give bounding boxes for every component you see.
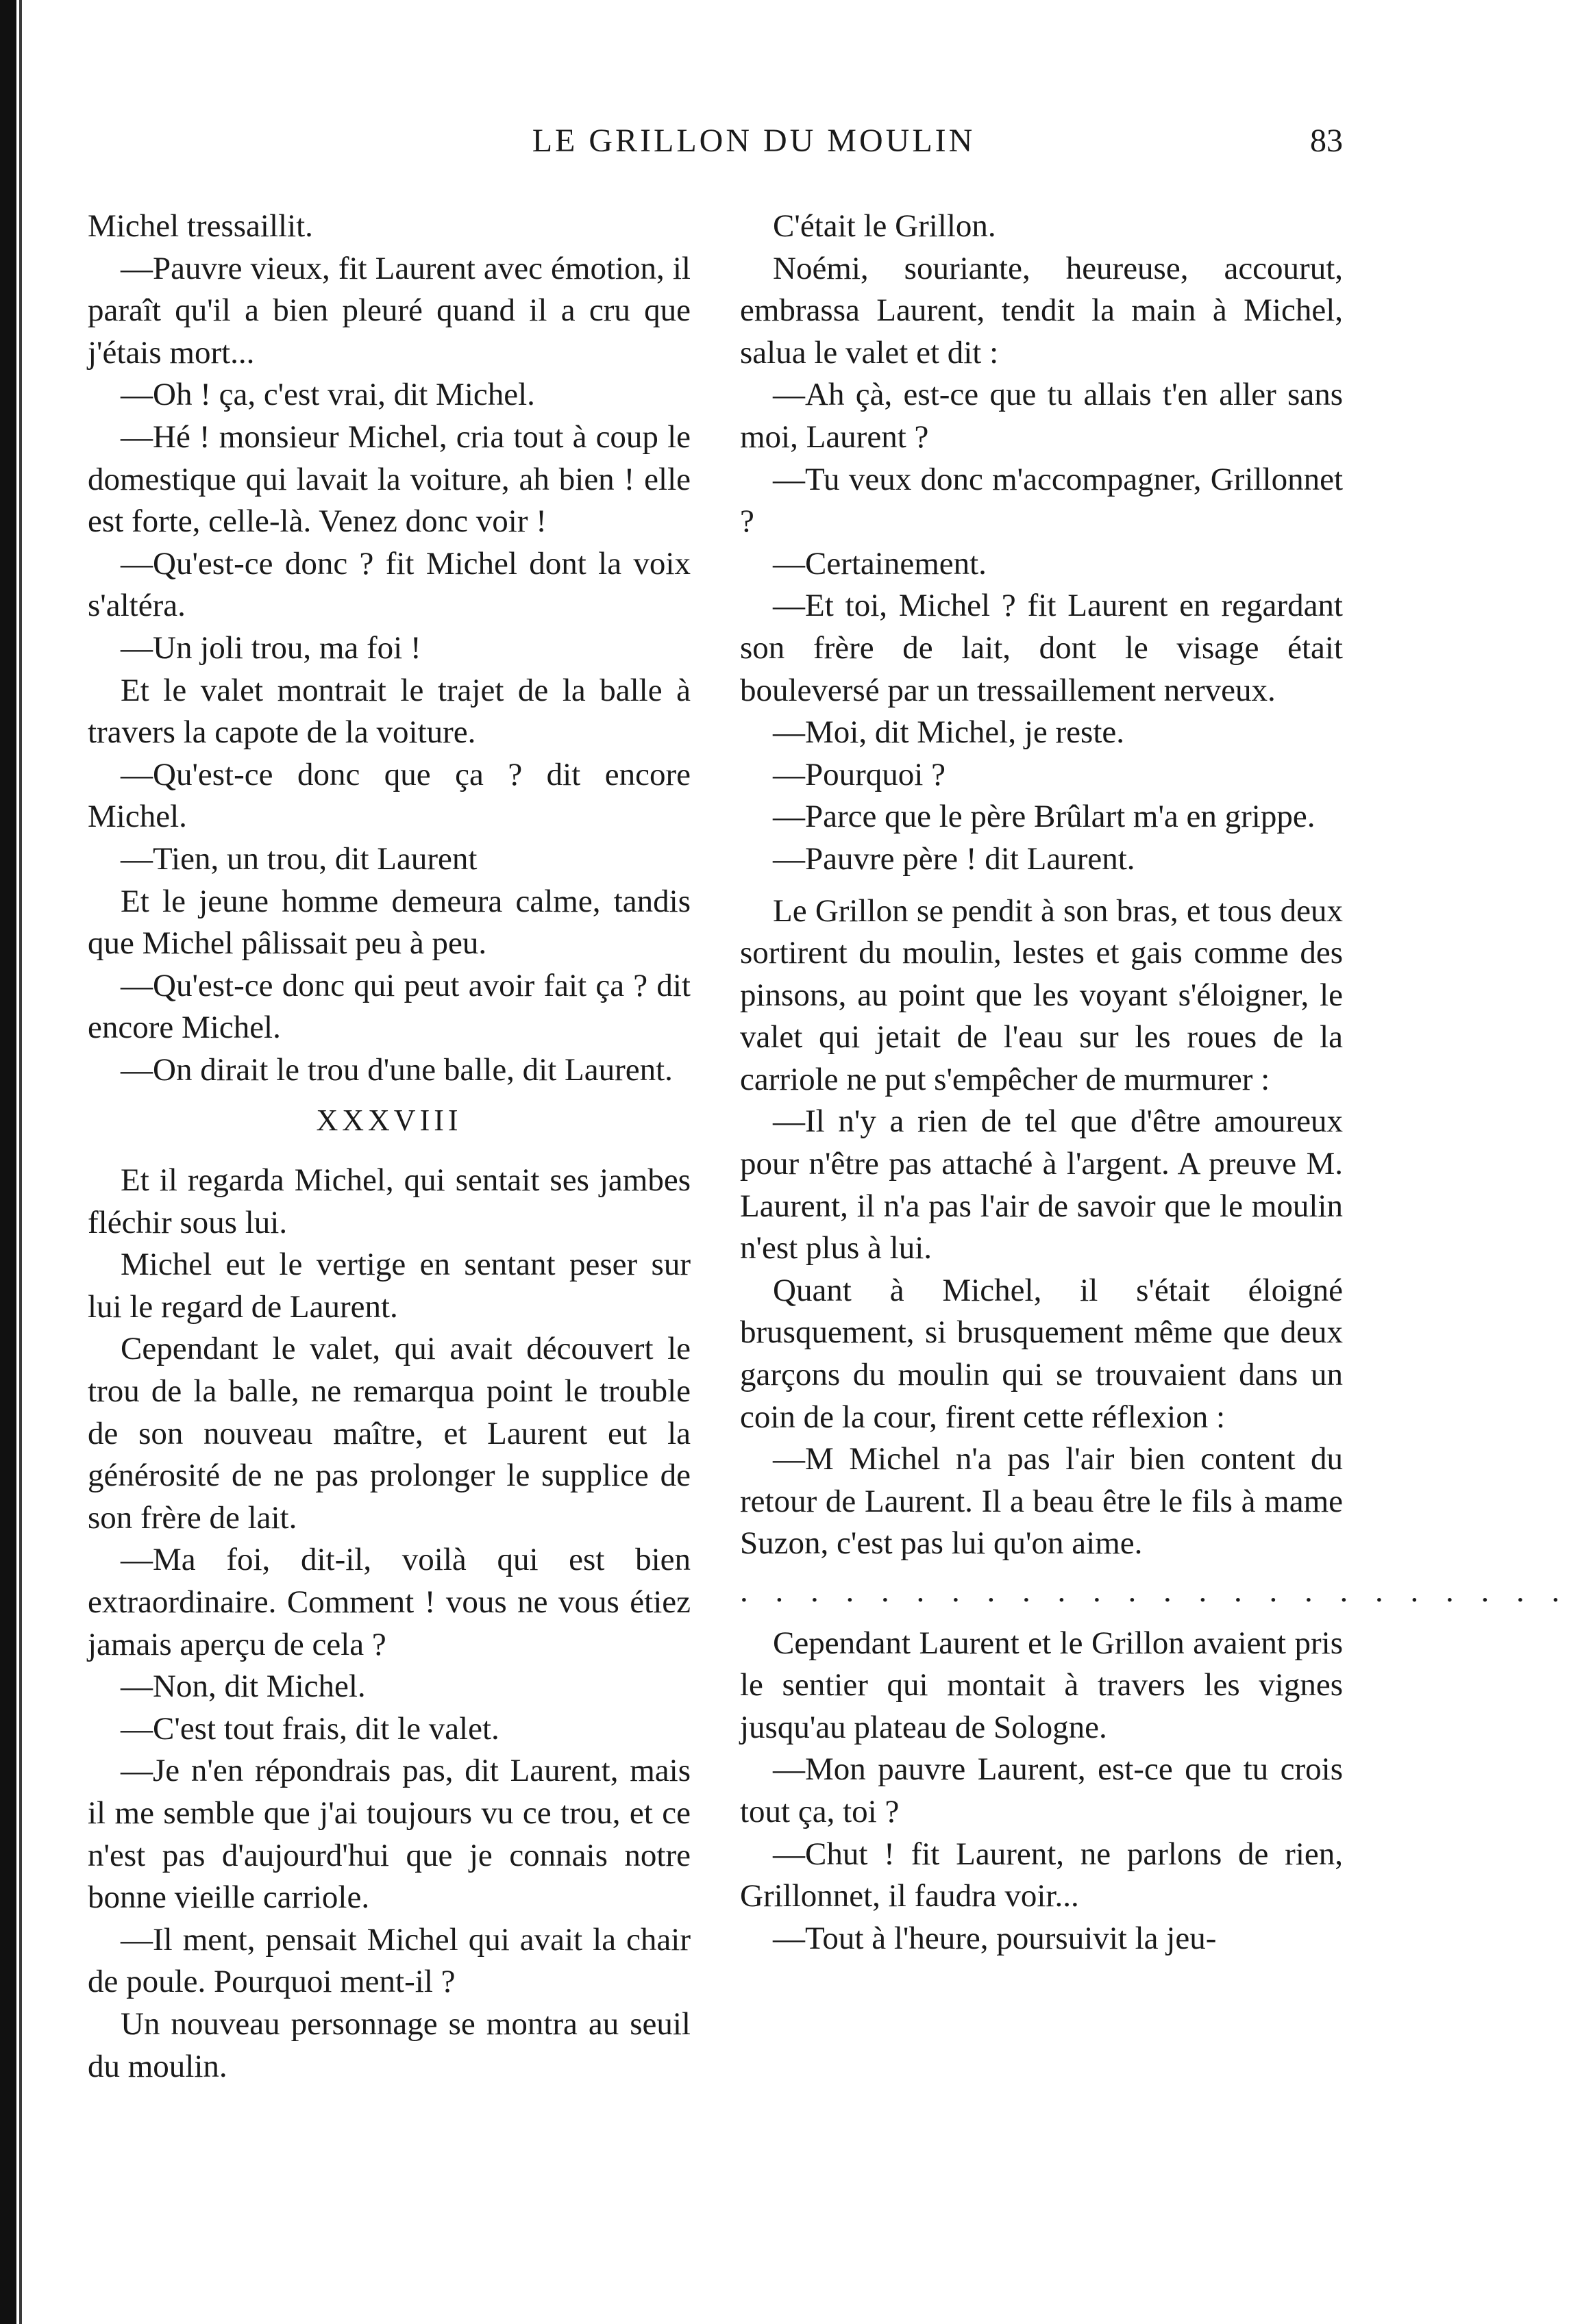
paragraph: —Il ment, pensait Michel qui avait la chair de poule. Pourquoi ment-il ? bbox=[88, 1921, 691, 2000]
paragraph: —Pourquoi ? bbox=[773, 756, 946, 792]
paragraph: —Non, dit Michel. bbox=[121, 1669, 366, 1705]
page-number: 83 bbox=[1310, 123, 1343, 159]
paragraph: —Et toi, Michel ? fit Laurent en regardant son frère de lait, dont le visage était bouleversé par un tressaillement nerveux. bbox=[740, 588, 1343, 708]
right-column bbox=[740, 205, 1569, 1960]
paragraph: Quant à Michel, il s'était éloigné brusquement, si brusquement même que deux garçons du moulin qui se trouvaient dans un coin de la cour, firent cette réflexion : bbox=[740, 1272, 1343, 1435]
paragraph: Cependant Laurent et le Grillon avaient pris le sentier qui montait à travers les vignes jusqu'au plateau de Sologne. bbox=[740, 1625, 1343, 1745]
paragraph: —Chut ! fit Laurent, ne parlons de rien, Grillonnet, il faudra voir... bbox=[740, 1836, 1343, 1914]
paragraph: Et le jeune homme demeura calme, tandis que Michel pâlissait peu à peu. bbox=[88, 883, 691, 962]
paragraph: Michel tressaillit. bbox=[88, 208, 313, 244]
paragraph: —Hé ! monsieur Michel, cria tout à coup le domestique qui lavait la voiture, ah bien ! elle est forte, celle-là. Venez donc voir ! bbox=[88, 418, 691, 540]
paragraph: —Certainement. bbox=[773, 545, 987, 582]
paragraph: —Je n'en répondrais pas, dit Laurent, mais il me semble que j'ai toujours vu ce trou, et ce n'est pas d'aujourd'hui que je connais notre bonne vieille carriole. bbox=[88, 1753, 691, 1916]
paragraph: —Tout à l'heure, poursuivit la jeu- bbox=[773, 1920, 1217, 1956]
paragraph: Un nouveau personnage se montra au seuil du moulin. bbox=[88, 2006, 691, 2084]
page-edge-line bbox=[19, 0, 22, 2324]
running-header bbox=[82, 122, 1343, 163]
paragraph: —Pauvre vieux, fit Laurent avec émotion, il paraît qu'il a bien pleuré quand il a cru que j'étais mort... bbox=[88, 250, 691, 371]
paragraph: —Tien, un trou, dit Laurent bbox=[121, 840, 478, 877]
running-title: LE GRILLON DU MOULIN bbox=[532, 123, 976, 159]
paragraph: —Oh ! ça, c'est vrai, dit Michel. bbox=[121, 377, 535, 413]
paragraph: Michel eut le vertige en sentant peser sur lui le regard de Laurent. bbox=[88, 1247, 691, 1325]
left-column bbox=[88, 205, 691, 2088]
paragraph: —C'est tout frais, dit le valet. bbox=[121, 1710, 499, 1747]
page-edge-shadow bbox=[0, 0, 16, 2324]
paragraph: Le Grillon se pendit à son bras, et tous deux sortirent du moulin, lestes et gais comme des pinsons, au point que les voyant s'éloigner, le valet qui jetait de l'eau sur les roues de la carriole ne put s'empêcher de murmurer : bbox=[740, 892, 1343, 1097]
paragraph: —Ma foi, dit-il, voilà qui est bien extraordinaire. Comment ! vous ne vous étiez jamais aperçu de cela ? bbox=[88, 1542, 691, 1662]
paragraph: —On dirait le trou d'une balle, dit Laurent. bbox=[121, 1051, 673, 1088]
paragraph: Et le valet montrait le trajet de la balle à travers la capote de la voiture. bbox=[88, 672, 691, 751]
dotted-separator: . . . . . . . . . . . . . . . . . . . . . . . . bbox=[740, 1573, 1569, 1609]
paragraph: Et il regarda Michel, qui sentait ses jambes fléchir sous lui. bbox=[88, 1162, 691, 1240]
paragraph: —Qu'est-ce donc ? fit Michel dont la voix s'altéra. bbox=[88, 545, 691, 624]
paragraph: —Ah çà, est-ce que tu allais t'en aller sans moi, Laurent ? bbox=[740, 377, 1343, 455]
paragraph: —M Michel n'a pas l'air bien content du retour de Laurent. Il a beau être le fils à mame Suzon, c'est pas lui qu'on aime. bbox=[740, 1441, 1343, 1562]
paragraph: —Il n'y a rien de tel que d'être amoureux pour n'être pas attaché à l'argent. A preuve M. Laurent, il n'a pas l'air de savoir que le moulin n'est plus à lui. bbox=[740, 1103, 1343, 1266]
paragraph: Cependant le valet, qui avait découvert le trou de la balle, ne remarqua point le trouble de son nouveau maître, et Laurent eut la générosité de ne pas prolonger le supplice de son frère de lait. bbox=[88, 1331, 691, 1536]
chapter-heading: XXXVIII bbox=[316, 1103, 462, 1138]
paragraph: —Pauvre père ! dit Laurent. bbox=[773, 840, 1135, 877]
paragraph: C'était le Grillon. bbox=[773, 208, 996, 244]
paragraph: —Tu veux donc m'accompagner, Grillonnet ? bbox=[740, 461, 1343, 540]
paragraph: Noémi, souriante, heureuse, accourut, embrassa Laurent, tendit la main à Michel, salua le valet et dit : bbox=[740, 250, 1343, 371]
section-spacer bbox=[740, 881, 1343, 890]
paragraph: —Parce que le père Brûlart m'a en grippe. bbox=[773, 799, 1315, 835]
paragraph: —Qu'est-ce donc qui peut avoir fait ça ? dit encore Michel. bbox=[88, 967, 691, 1046]
paragraph: —Mon pauvre Laurent, est-ce que tu crois tout ça, toi ? bbox=[740, 1751, 1343, 1829]
paragraph: —Moi, dit Michel, je reste. bbox=[773, 714, 1124, 751]
paragraph: —Qu'est-ce donc que ça ? dit encore Michel. bbox=[88, 756, 691, 835]
paragraph: —Un joli trou, ma foi ! bbox=[121, 629, 421, 666]
